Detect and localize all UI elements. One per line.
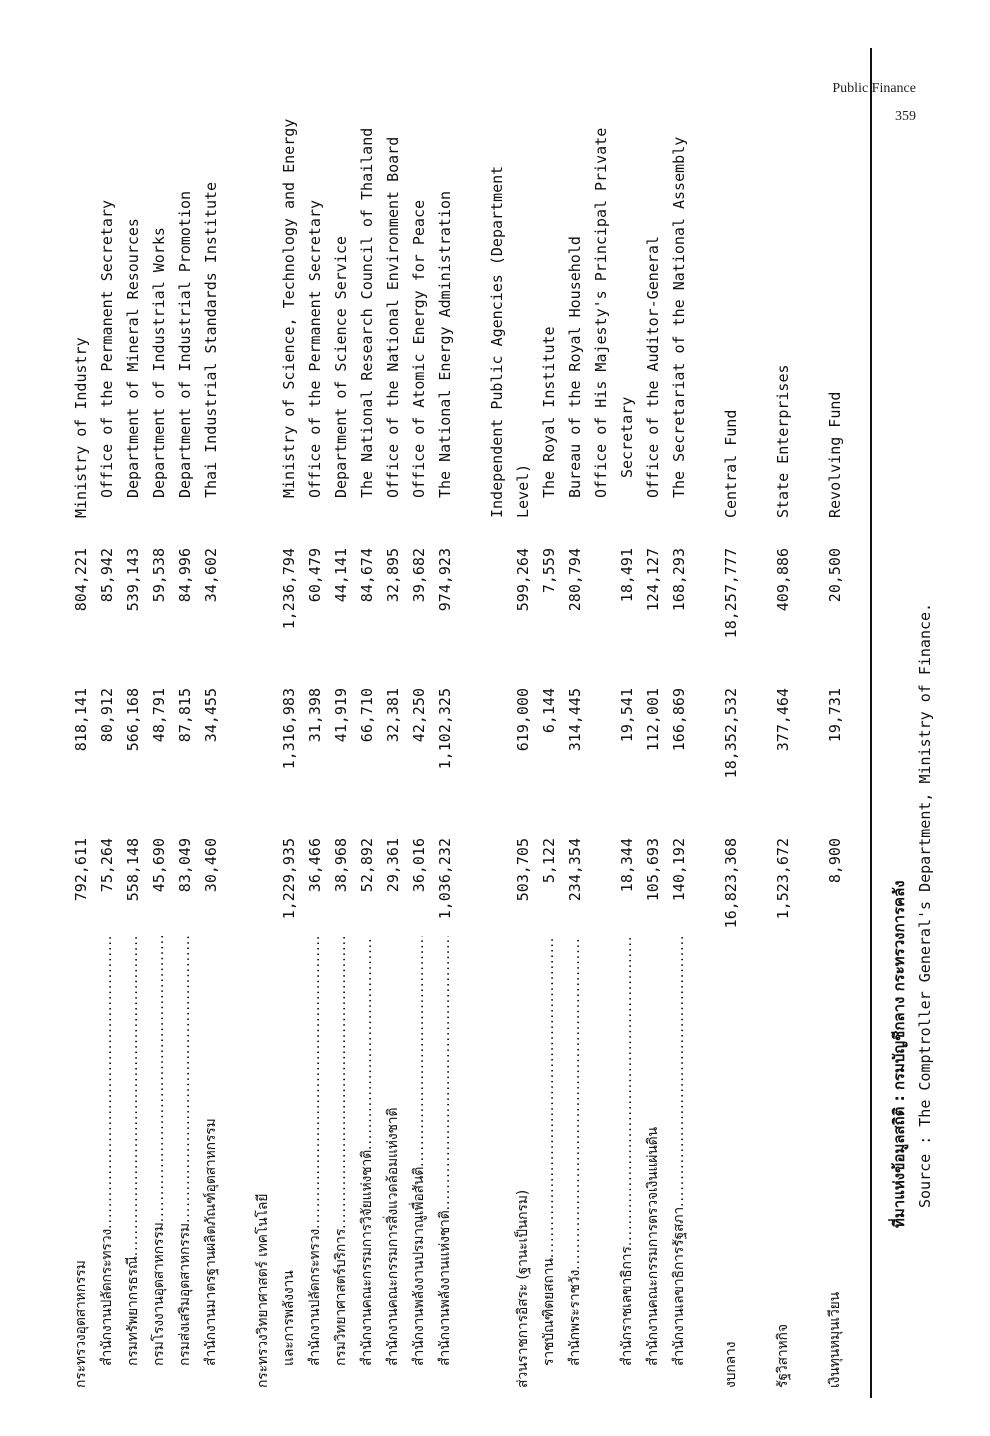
value-year-1: 1,036,232 — [436, 838, 454, 920]
value-year-2: 66,710 — [358, 688, 376, 743]
value-year-3: 18,257,777 — [722, 548, 740, 639]
thai-label: กระทรวงวิทยาศาสตร์ เทคโนโลยี — [255, 1193, 271, 1388]
value-year-1: 8,900 — [826, 838, 844, 884]
english-label: Office of the Auditor-General — [644, 236, 662, 498]
value-year-2: 1,316,983 — [280, 688, 298, 770]
source-thai — [886, 48, 912, 1398]
value-year-3: 18,491 — [618, 548, 636, 603]
thai-label: ราชบัณฑิตยสถาน ..... — [536, 936, 562, 1366]
value-year-3: 599,264 — [514, 548, 532, 612]
thai-label: กรมทรัพยากรธรณี ..... — [120, 936, 146, 1366]
thai-label: สำนักงานพลังงานปรมาณูเพื่อสันติ ..... — [406, 936, 432, 1366]
table-row — [146, 48, 172, 1398]
value-year-1: 83,049 — [176, 838, 194, 893]
value-year-3: 7,559 — [540, 548, 558, 594]
table-row — [328, 48, 354, 1398]
value-year-1: 36,466 — [306, 838, 324, 893]
english-label: Central Fund — [722, 409, 740, 518]
value-year-1: 45,690 — [150, 838, 168, 893]
english-label: Secretary — [618, 396, 636, 478]
english-label: Department of Mineral Resources — [124, 218, 142, 498]
value-year-2: 619,000 — [514, 688, 532, 752]
thai-label: สำนักงานปลัดกระทรวง ..... — [302, 936, 328, 1366]
bottom-rule — [870, 48, 872, 1398]
table-row — [172, 48, 198, 1398]
value-year-1: 1,523,672 — [774, 838, 792, 920]
value-year-1: 5,122 — [540, 838, 558, 884]
english-label: The National Energy Administration — [436, 190, 454, 498]
value-year-1: 38,968 — [332, 838, 350, 893]
source-thai-text: ที่มาแห่งข้อมูลสถิติ : กรมบัญชีกลาง กระทรวงการคลัง — [890, 880, 908, 1228]
value-year-2: 818,141 — [72, 688, 90, 752]
table-row — [510, 48, 536, 1398]
english-label: Department of Science Service — [332, 236, 350, 498]
table-row — [432, 48, 458, 1398]
english-label: Office of the Permanent Secretary — [306, 199, 324, 498]
english-label: Level) — [514, 463, 532, 518]
table-row — [562, 48, 588, 1398]
value-year-2: 87,815 — [176, 688, 194, 743]
english-label: Bureau of the Royal Household — [566, 236, 584, 498]
table-row — [666, 48, 692, 1398]
value-year-3: 20,500 — [826, 548, 844, 603]
thai-label: กรมส่งเสริมอุตสาหกรรม ..... — [172, 936, 198, 1366]
page-number: 359 — [895, 109, 916, 125]
value-year-2: 48,791 — [150, 688, 168, 743]
value-year-2: 41,919 — [332, 688, 350, 743]
table-row — [614, 48, 640, 1398]
table-row — [68, 48, 94, 1398]
table-row — [276, 48, 302, 1398]
table-row — [198, 48, 224, 1398]
value-year-3: 168,293 — [670, 548, 688, 612]
english-label: The Secretariat of the National Assembly — [670, 136, 688, 498]
table-row — [770, 48, 796, 1398]
thai-label: สำนักงานปลัดกระทรวง ..... — [94, 936, 120, 1366]
value-year-1: 105,693 — [644, 838, 662, 902]
value-year-1: 30,460 — [202, 838, 220, 893]
table-row — [484, 48, 510, 1398]
table-row — [406, 48, 432, 1398]
thai-label: กรมวิทยาศาสตร์บริการ ..... — [328, 936, 354, 1366]
thai-label: งบกลาง — [723, 1341, 739, 1388]
english-label: The Royal Institute — [540, 326, 558, 498]
value-year-1: 1,229,935 — [280, 838, 298, 920]
running-title: Public Finance — [832, 81, 916, 96]
value-year-3: 59,538 — [150, 548, 168, 603]
value-year-2: 34,455 — [202, 688, 220, 743]
value-year-2: 314,445 — [566, 688, 584, 752]
value-year-2: 377,464 — [774, 688, 792, 752]
thai-label: สำนักงานเลขาธิการรัฐสภา ..... — [666, 936, 692, 1366]
thai-label: สำนักงานคณะกรรมการสิ่งแวดล้อมแห่งชาติ — [385, 1107, 401, 1366]
english-label: The National Research Council of Thailand — [358, 127, 376, 498]
value-year-3: 409,886 — [774, 548, 792, 612]
value-year-1: 558,148 — [124, 838, 142, 902]
thai-label: สำนักพระราชวัง ..... — [562, 936, 588, 1366]
thai-label: สำนักงานคณะกรรมการวิจัยแห่งชาติ ..... — [354, 936, 380, 1366]
english-label: Ministry of Industry — [72, 337, 90, 518]
english-label: Independent Public Agencies (Department — [488, 165, 506, 518]
value-year-3: 804,221 — [72, 548, 90, 612]
thai-label: สำนักราชเลขาธิการ ..... — [614, 936, 640, 1366]
value-year-2: 1,102,325 — [436, 688, 454, 770]
table-row — [94, 48, 120, 1398]
value-year-2: 19,731 — [826, 688, 844, 743]
english-label: Office of Atomic Energy for Peace — [410, 199, 428, 498]
thai-label: กระทรวงอุตสาหกรรม — [73, 1260, 89, 1388]
source-english-text: Source : The Comptroller General's Department, Ministry of Finance. — [916, 602, 934, 1208]
value-year-3: 84,674 — [358, 548, 376, 603]
table-row — [120, 48, 146, 1398]
value-year-1: 792,611 — [72, 838, 90, 902]
thai-label: สำนักงานมาตรฐานผลิตภัณฑ์อุตสาหกรรม — [203, 1118, 219, 1366]
thai-label: รัฐวิสาหกิจ — [775, 1324, 791, 1388]
value-year-1: 18,344 — [618, 838, 636, 893]
value-year-2: 42,250 — [410, 688, 428, 743]
value-year-3: 85,942 — [98, 548, 116, 603]
value-year-1: 75,264 — [98, 838, 116, 893]
english-label: Department of Industrial Works — [150, 227, 168, 498]
table-row — [380, 48, 406, 1398]
table-row — [588, 48, 614, 1398]
value-year-2: 18,352,532 — [722, 688, 740, 779]
english-label: Ministry of Science, Technology and Energy — [280, 118, 298, 498]
rotated-budget-table — [40, 48, 990, 1398]
value-year-3: 84,996 — [176, 548, 194, 603]
value-year-3: 44,141 — [332, 548, 350, 603]
table-row — [536, 48, 562, 1398]
english-label: Office of the National Environment Board — [384, 136, 402, 498]
value-year-1: 36,016 — [410, 838, 428, 893]
source-english — [912, 48, 938, 1398]
value-year-3: 39,682 — [410, 548, 428, 603]
english-label: Thai Industrial Standards Institute — [202, 181, 220, 498]
value-year-1: 503,705 — [514, 838, 532, 902]
value-year-2: 32,381 — [384, 688, 402, 743]
value-year-2: 80,912 — [98, 688, 116, 743]
thai-label: ส่วนราชการอิสระ (ฐานะเป็นกรม) — [515, 1189, 531, 1388]
value-year-3: 60,479 — [306, 548, 324, 603]
value-year-1: 234,354 — [566, 838, 584, 902]
thai-label: สำนักงานพลังงานแห่งชาติ ..... — [432, 936, 458, 1366]
thai-label: สำนักงานคณะกรรมการตรวจเงินแผ่นดิน — [645, 1127, 661, 1366]
value-year-2: 31,398 — [306, 688, 324, 743]
value-year-3: 124,127 — [644, 548, 662, 612]
value-year-3: 974,923 — [436, 548, 454, 612]
value-year-1: 140,192 — [670, 838, 688, 902]
english-label: Office of His Majesty's Principal Private — [592, 127, 610, 498]
value-year-2: 6,144 — [540, 688, 558, 734]
english-label: Office of the Permanent Secretary — [98, 199, 116, 498]
value-year-3: 539,143 — [124, 548, 142, 612]
thai-label: และการพลังงาน — [281, 1270, 297, 1366]
value-year-3: 280,794 — [566, 548, 584, 612]
value-year-2: 166,869 — [670, 688, 688, 752]
english-label: Revolving Fund — [826, 391, 844, 518]
thai-label: เงินทุนหมุนเวียน — [827, 1291, 843, 1388]
value-year-1: 52,892 — [358, 838, 376, 893]
value-year-1: 16,823,368 — [722, 838, 740, 929]
thai-label: กรมโรงงานอุตสาหกรรม ..... — [146, 936, 172, 1366]
table-row — [354, 48, 380, 1398]
value-year-1: 29,361 — [384, 838, 402, 893]
english-label: State Enterprises — [774, 364, 792, 518]
value-year-2: 566,168 — [124, 688, 142, 752]
english-label: Department of Industrial Promotion — [176, 190, 194, 498]
table-row — [822, 48, 848, 1398]
value-year-3: 1,236,794 — [280, 548, 298, 630]
table-row — [718, 48, 744, 1398]
table-row — [250, 48, 276, 1398]
table-row — [640, 48, 666, 1398]
table-row — [302, 48, 328, 1398]
value-year-3: 34,602 — [202, 548, 220, 603]
value-year-2: 19,541 — [618, 688, 636, 743]
value-year-3: 32,895 — [384, 548, 402, 603]
value-year-2: 112,001 — [644, 688, 662, 752]
